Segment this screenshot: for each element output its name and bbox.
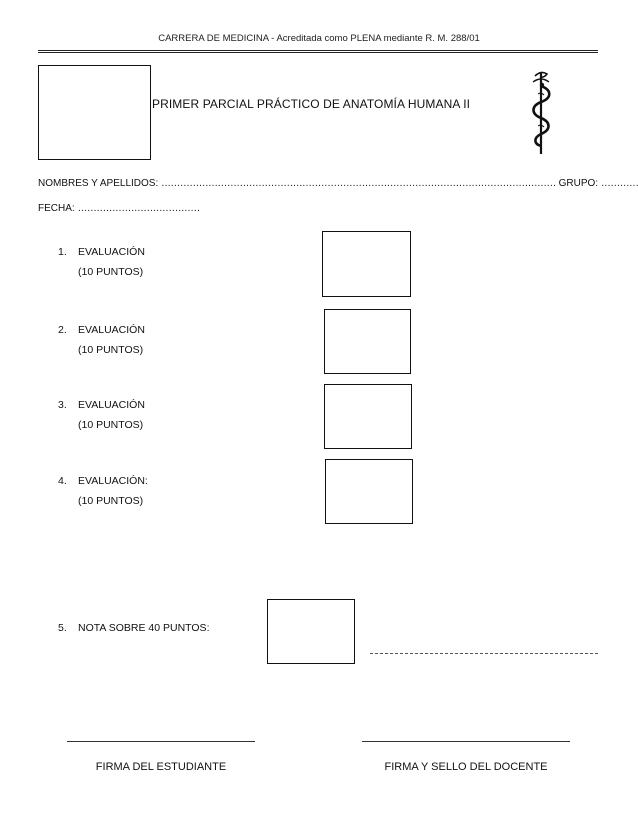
list-item-evaluation-1 [58,243,258,283]
list-item-evaluation-4 [58,472,258,512]
date-label: FECHA: [38,203,75,214]
group-label: GRUPO: [558,178,599,189]
item-points: (10 PUNTOS) [78,344,144,356]
student-signature-line[interactable] [67,741,255,742]
group-dotted-line[interactable]: ………… [600,178,638,189]
item-points: (10 PUNTOS) [78,419,144,431]
item-number: 1. [58,246,67,258]
item-label: EVALUACIÓN [78,324,145,336]
teacher-signature-label: FIRMA Y SELLO DEL DOCENTE [384,761,548,773]
names-field[interactable] [38,178,638,189]
item-label: EVALUACIÓN [78,399,145,411]
date-field[interactable] [38,203,200,214]
list-item-total-score [58,619,278,639]
list-item-evaluation-2 [58,321,258,361]
total-score-dashed-line [370,653,598,654]
score-box-4[interactable] [325,459,413,524]
names-dotted-line: ……………………………………………………………………………………………………………… [161,178,556,189]
photo-box [38,65,151,160]
item-number: 4. [58,475,67,487]
item-label: EVALUACIÓN [78,246,145,258]
names-label: NOMBRES Y APELLIDOS: [38,178,159,189]
institution-header: CARRERA DE MEDICINA - Acreditada como PLENA mediante R. M. 288/01 [158,33,480,44]
item-label: EVALUACIÓN: [78,475,148,487]
item-label: NOTA SOBRE 40 PUNTOS: [78,622,210,634]
item-number: 3. [58,399,67,411]
score-box-1[interactable] [322,231,411,297]
list-item-evaluation-3 [58,396,258,436]
date-dotted-line: ………………………………… [77,203,200,214]
student-signature-label: FIRMA DEL ESTUDIANTE [95,761,227,773]
score-box-2[interactable] [324,309,411,374]
exam-title: PRIMER PARCIAL PRÁCTICO DE ANATOMÍA HUMANA II [152,97,471,111]
item-number: 5. [58,622,67,634]
medical-caduceus-icon [528,68,554,156]
item-number: 2. [58,324,67,336]
item-points: (10 PUNTOS) [78,266,144,278]
item-points: (10 PUNTOS) [78,495,144,507]
header-divider [38,50,598,53]
teacher-signature-line[interactable] [362,741,570,742]
score-box-3[interactable] [324,384,412,449]
total-score-box[interactable] [267,599,355,664]
